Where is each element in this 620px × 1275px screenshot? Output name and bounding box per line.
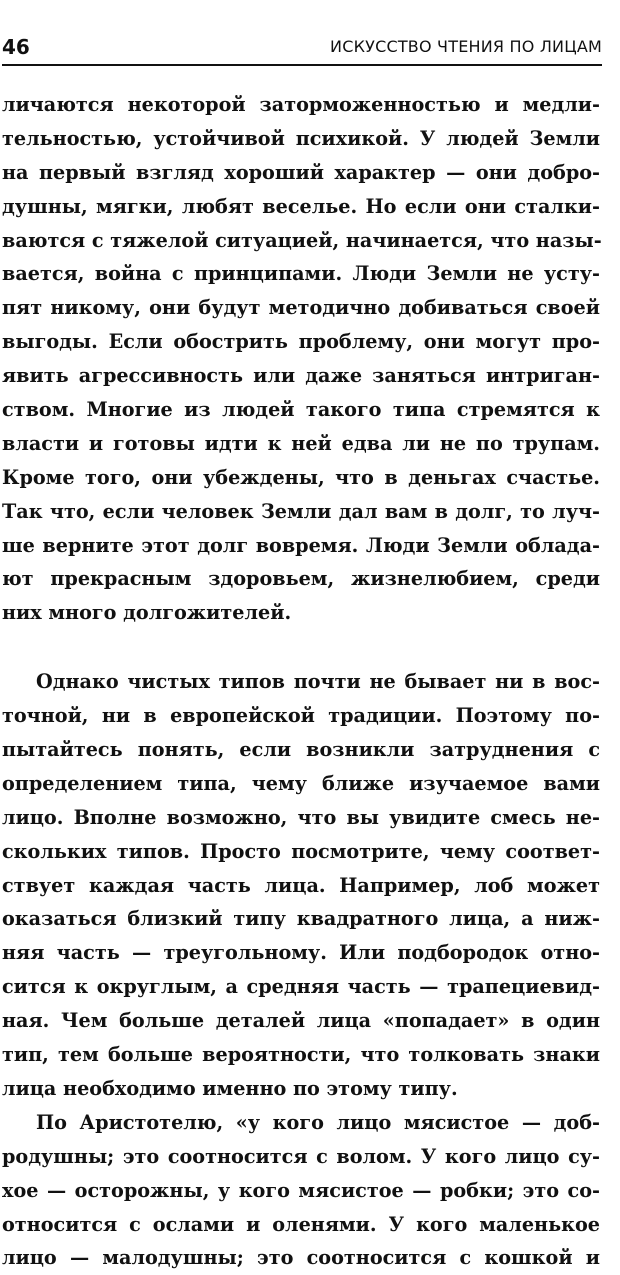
text-line: ваются с тяжелой ситуацией, начинается, что назы- [2,228,602,252]
paragraph-2 [2,665,600,1106]
text-line: лицо. Вполне возможно, что вы увидите смесь не- [2,805,600,829]
text-line: ная. Чем больше деталей лица «попадает» в один [2,1009,600,1033]
text-line: тельностью, устойчивой психикой. У людей Земли [2,126,600,150]
text-line: лицо — малодушны; это соотносится с кошкой и [2,1246,600,1270]
paragraph-3 [2,1106,600,1275]
text-line: лица необходимо именно по этому типу. [2,1076,458,1100]
text-line: пят никому, они будут методично добиваться своей [2,296,600,320]
page-header [2,34,602,64]
text-line: ствует каждая часть лица. Например, лоб может [2,873,600,897]
text-line: на первый взгляд хороший характер — они добро- [2,160,600,184]
text-line: ют прекрасным здоровьем, жизнелюбием, среди [2,567,600,591]
page-number: 46 [2,35,30,59]
text-line: Однако чистых типов почти не бывает ни в вос- [36,670,600,694]
text-line: сится к округлым, а средняя часть — трапециевид- [2,975,600,999]
text-line: пытайтесь понять, если возникли затруднения с [2,738,600,762]
text-line: Так что, если человек Земли дал вам в долг, то луч- [2,499,600,523]
text-line: власти и готовы идти к ней едва ли не по трупам. [2,431,600,455]
body-text [2,88,600,1275]
text-line: точной, ни в европейской традиции. Поэтому по- [2,704,600,728]
text-line: личаются некоторой заторможенностью и медли- [2,93,600,116]
text-line: явить агрессивность или даже заняться интриган- [2,364,600,388]
header-rule [2,64,602,66]
text-line: вается, война с принципами. Люди Земли не усту- [2,262,600,286]
text-line: хое — осторожны, у кого мясистое — робки; это со- [2,1178,600,1202]
text-line: определением типа, чему ближе изучаемое вами [2,771,600,795]
text-line: ством. Многие из людей такого типа стремятся к [2,398,600,422]
text-line: По Аристотелю, «у кого лицо мясистое — доб- [36,1110,600,1134]
text-line: ше верните этот долг вовремя. Люди Земли облада- [2,533,600,557]
text-line: Кроме того, они убеждены, что в деньгах счастье. [2,465,600,489]
text-line: родушны; это соотносится с волом. У кого лицо су- [2,1144,600,1168]
text-line: выгоды. Если обострить проблему, они могут про- [2,330,600,354]
text-line: душны, мягки, любят веселье. Но если они сталки- [2,194,600,218]
running-title: ИСКУССТВО ЧТЕНИЯ ПО ЛИЦАМ [330,37,602,56]
text-line: скольких типов. Просто посмотрите, чему соответ- [2,839,600,863]
text-line: няя часть — треугольному. Или подбородок отно- [2,941,600,965]
text-line: тип, тем больше вероятности, что толковать знаки [2,1043,600,1067]
text-line: относится с ослами и оленями. У кого маленькое [2,1212,600,1236]
paragraph-1 [2,88,600,630]
text-line: них много долгожителей. [2,601,292,625]
text-line: оказаться близкий типу квадратного лица, а ниж- [2,907,600,931]
